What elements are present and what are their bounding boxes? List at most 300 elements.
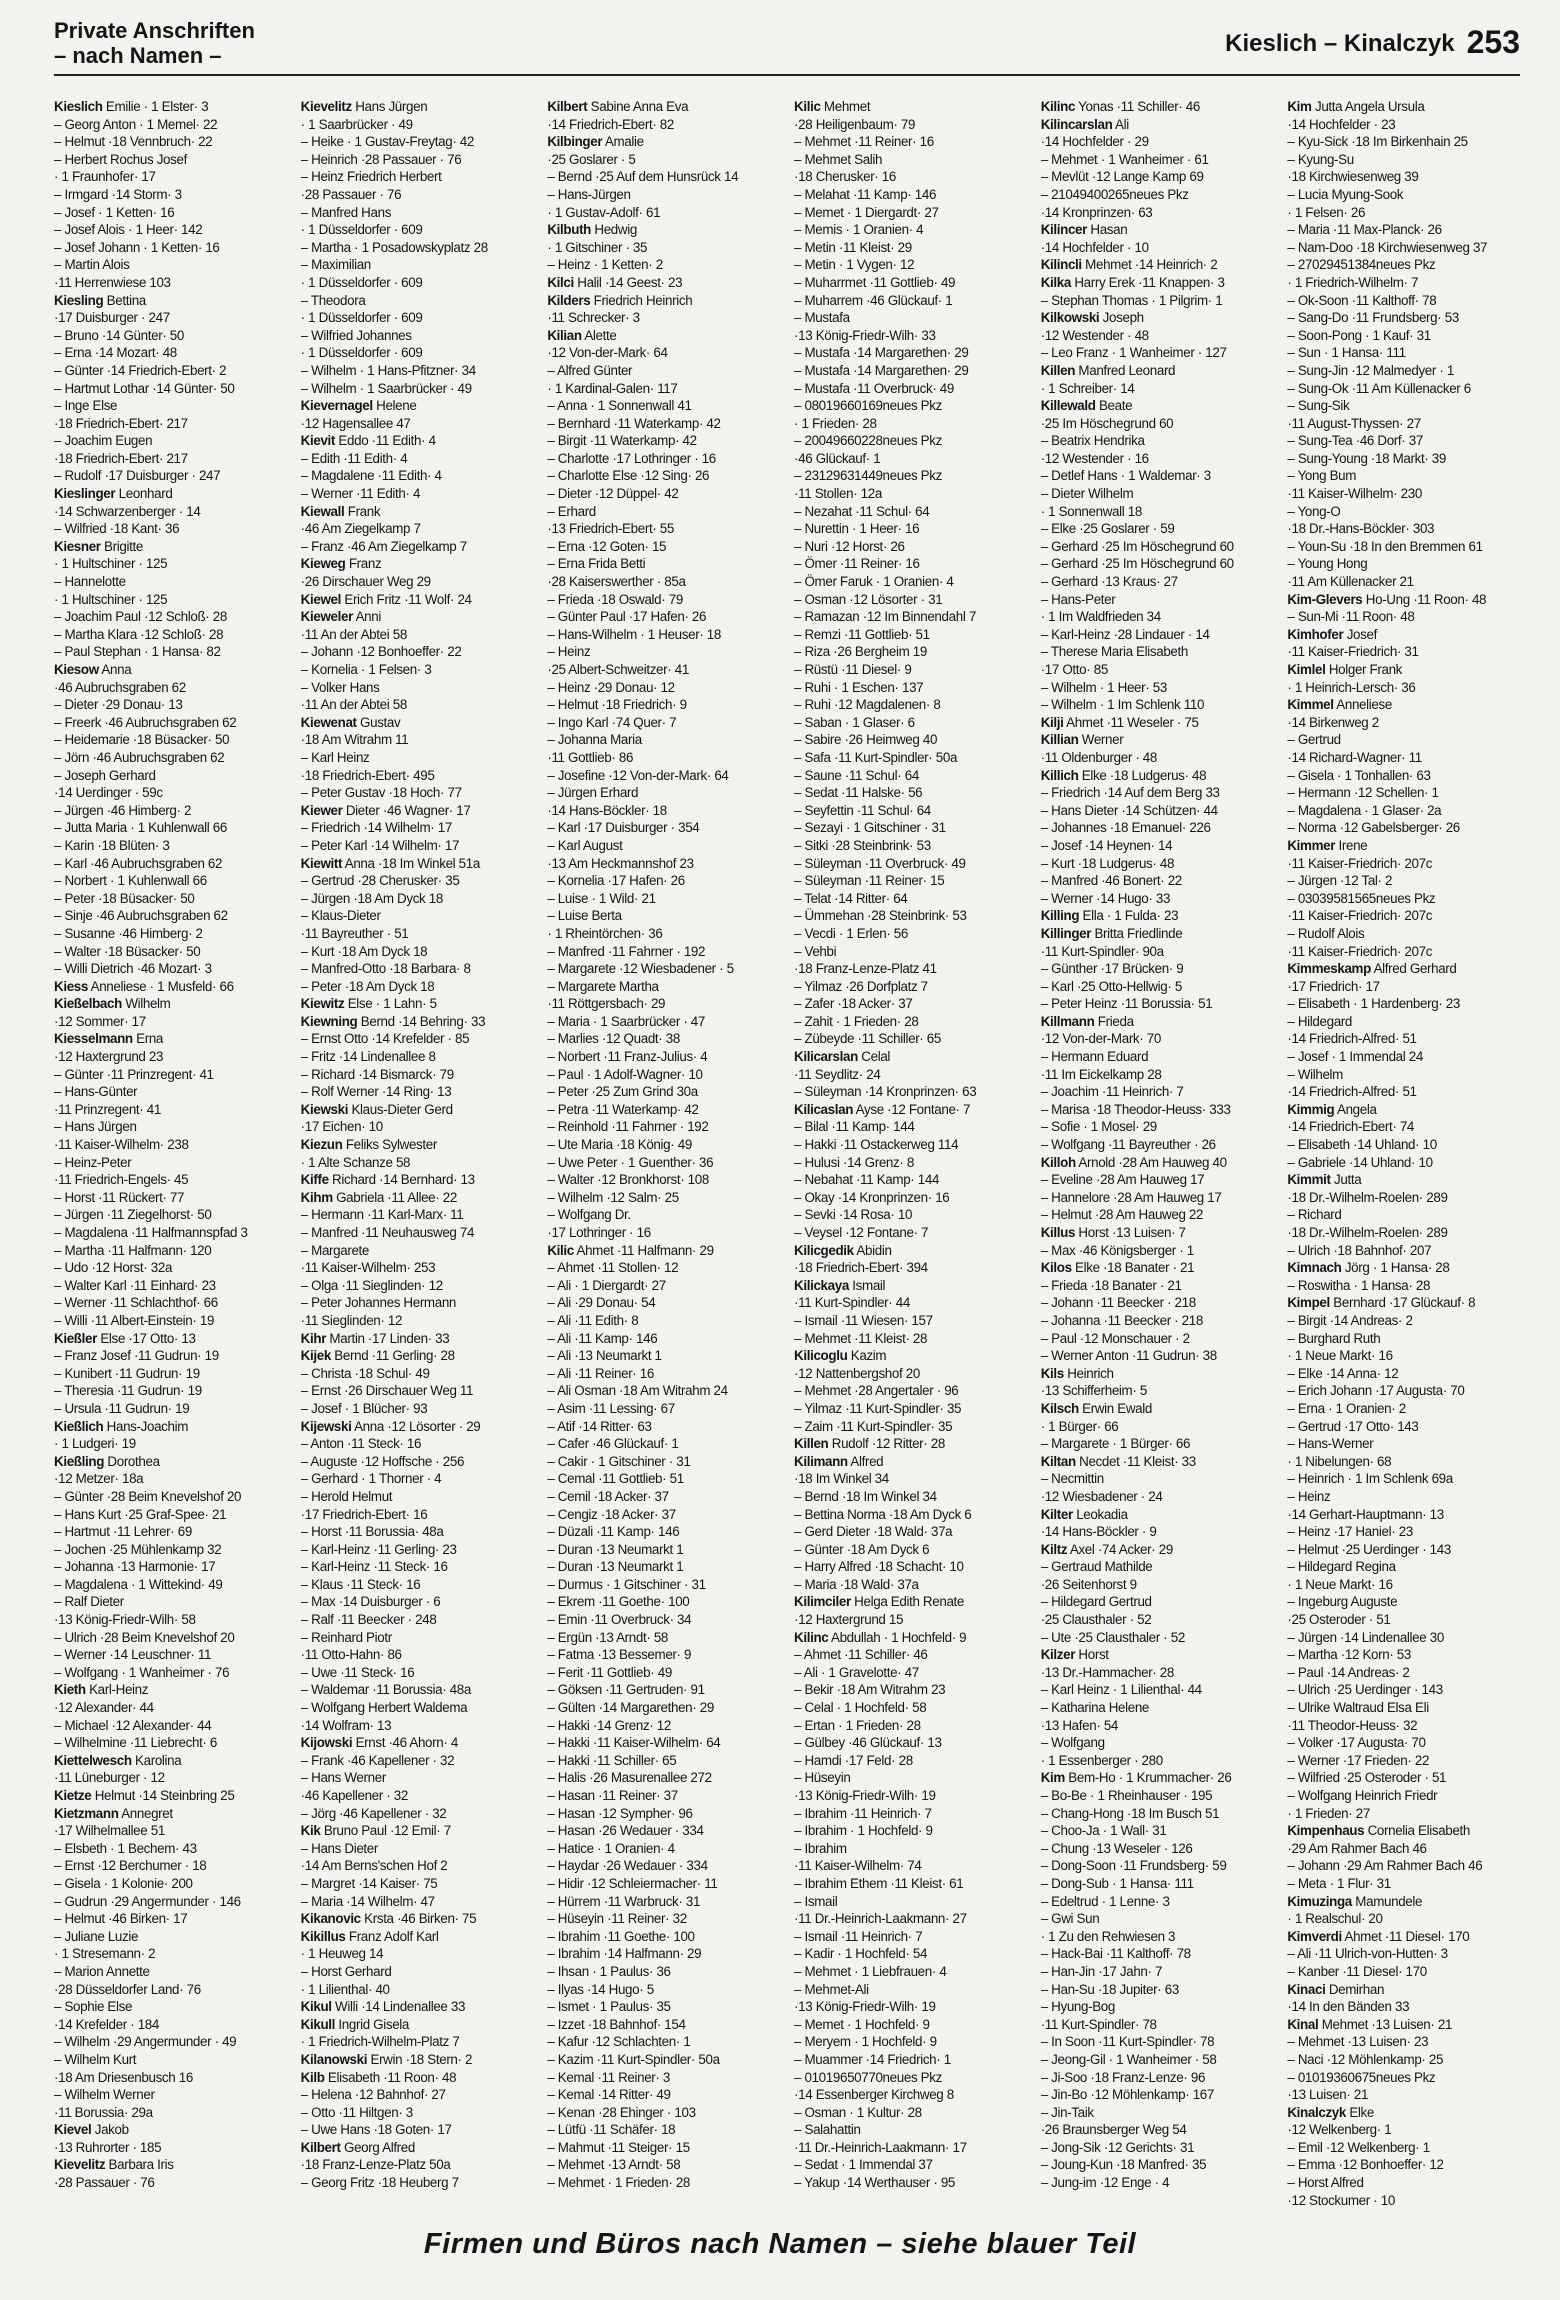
directory-entry: ·11 An der Abtei 58: [300, 697, 407, 713]
directory-column-5: [1041, 98, 1274, 2216]
directory-entry: Kinaci Demirhan: [1287, 1981, 1385, 1997]
directory-entry: – Marisa ·18 Theodor-Heuss· 333: [1040, 1101, 1231, 1117]
directory-entry: – Paul Stephan · 1 Hansa· 82: [54, 644, 221, 660]
directory-entry: ·17 Duisburger · 247: [54, 310, 170, 326]
page-header: [54, 16, 1520, 76]
directory-entry: ·13 König-Friedr-Wilh· 58: [54, 1612, 196, 1628]
directory-entry: – Hulusi ·14 Grenz· 8: [794, 1154, 914, 1170]
directory-entry: Kieth Karl-Heinz: [54, 1682, 149, 1698]
directory-entry: ·11 August-Thyssen· 27: [1287, 415, 1421, 431]
directory-entry: Kimmel Anneliese: [1287, 697, 1392, 713]
directory-entry: – Jürgen ·18 Am Dyck 18: [300, 890, 443, 906]
directory-entry: – Ramazan ·12 Im Binnendahl 7: [794, 609, 976, 625]
directory-entry: ·11 Kaiser-Wilhelm· 230: [1287, 486, 1422, 502]
directory-entry: ·17 Friedrich· 17: [1287, 978, 1380, 994]
directory-entry: – Jin-Bo ·12 Möhlenkamp· 167: [1040, 2087, 1214, 2103]
directory-entry: – Georg Anton · 1 Memel· 22: [54, 116, 218, 132]
directory-entry: – Hartmut Lothar ·14 Günter· 50: [54, 380, 235, 396]
directory-entry: – Volker Hans: [300, 679, 380, 695]
directory-entry: Kilincer Hasan: [1040, 222, 1128, 238]
directory-entry: – Hans Jürgen: [54, 1119, 137, 1135]
directory-entry: – Peter Heinz ·11 Borussia· 51: [1040, 996, 1213, 1012]
directory-entry: ·12 Haxtergrund 15: [794, 1612, 904, 1628]
directory-entry: – Young Hong: [1287, 556, 1368, 572]
directory-entry: ·18 Im Winkel 34: [794, 1471, 889, 1487]
directory-entry: – Ernst ·12 Berchumer · 18: [54, 1858, 207, 1874]
directory-entry: ·17 Friedrich-Ebert· 16: [300, 1506, 428, 1522]
directory-entry: – Ibrahim: [794, 1840, 847, 1856]
directory-entry: – Johann ·11 Beecker · 218: [1040, 1295, 1196, 1311]
directory-entry: – Lucia Myung-Sook: [1287, 186, 1404, 202]
directory-entry: – Ulrich ·28 Beim Knevelshof 20: [54, 1629, 235, 1645]
directory-entry: – Mehmet ·13 Luisen· 23: [1287, 2034, 1429, 2050]
directory-entry: – Helmut ·18 Vennbruch· 22: [54, 134, 213, 150]
directory-entry: Kilic Ahmet ·11 Halfmann· 29: [547, 1242, 714, 1258]
directory-entry: – Marion Annette: [54, 1963, 150, 1979]
directory-entry: · 1 Hultschiner · 125: [54, 556, 168, 572]
directory-entry: – Hans-Günter: [54, 1084, 138, 1100]
directory-entry: – Hüseyin ·11 Reiner· 32: [547, 1911, 687, 1927]
directory-entry: ·14 Birkenweg 2: [1287, 714, 1379, 730]
directory-entry: – Maria ·18 Wald· 37a: [794, 1576, 919, 1592]
directory-entry: – Jutta Maria · 1 Kuhlenwall 66: [54, 820, 227, 836]
directory-entry: Killewald Beate: [1040, 398, 1133, 414]
directory-entry: Kiesow Anna: [54, 662, 132, 677]
directory-entry: – Heinz Friedrich Herbert: [300, 169, 442, 185]
directory-entry: – Safa ·11 Kurt-Spindler· 50a: [794, 749, 958, 765]
directory-entry: – Ahmet ·11 Schiller· 46: [794, 1647, 928, 1663]
directory-entry: – Margarete ·12 Wiesbadener · 5: [547, 961, 734, 977]
directory-entry: – Hans-Werner: [1287, 1436, 1374, 1452]
directory-entry: – Wilhelm Kurt: [54, 2051, 137, 2067]
directory-entry: – Heinz-Peter: [54, 1154, 132, 1170]
directory-entry: ·26 Braunsberger Weg 54: [1040, 2122, 1187, 2138]
directory-entry: Kieslinger Leonhard: [54, 486, 173, 502]
directory-entry: – Saune ·11 Schul· 64: [794, 767, 919, 783]
directory-entry: – Ekrem ·11 Goethe· 100: [547, 1594, 690, 1610]
directory-entry: Kilicaslan Ayse ·12 Fontane· 7: [794, 1101, 971, 1117]
directory-entry: Kik Bruno Paul ·12 Emil· 7: [300, 1823, 451, 1839]
directory-entry: ·28 Passauer · 76: [54, 2175, 155, 2191]
section-title-line1: Private Anschriften: [54, 18, 255, 43]
directory-entry: – Hildegard Gertrud: [1040, 1594, 1152, 1610]
directory-entry: – Helena ·12 Bahnhof· 27: [300, 2087, 446, 2103]
directory-entry: – Zafer ·18 Acker· 37: [794, 996, 913, 1012]
directory-entry: – Margret ·14 Kaiser· 75: [300, 1875, 438, 1891]
directory-entry: Kimuzinga Mamundele: [1287, 1893, 1423, 1909]
directory-entry: – Jürgen ·12 Tal· 2: [1287, 873, 1393, 889]
directory-entry: ·12 Nattenbergshof 20: [794, 1365, 920, 1381]
directory-entry: – Elisabeth ·14 Uhland· 10: [1287, 1137, 1437, 1153]
directory-entry: – Wilhelm: [1287, 1066, 1343, 1082]
directory-entry: · 1 Felsen· 26: [1287, 204, 1366, 220]
directory-entry: – Helmut ·18 Friedrich· 9: [547, 697, 687, 713]
directory-entry: – Reinhold ·11 Fahrner · 192: [547, 1119, 709, 1135]
directory-entry: – Sung-Ok ·11 Am Küllenacker 6: [1287, 380, 1471, 396]
directory-entry: Kimnach Jörg · 1 Hansa· 28: [1287, 1260, 1450, 1276]
directory-entry: – Mehmet Salih: [794, 151, 883, 167]
directory-entry: – Hans-Jürgen: [547, 186, 631, 202]
directory-entry: – Erna ·12 Goten· 15: [547, 538, 667, 554]
directory-entry: ·11 Kaiser-Wilhelm· 238: [54, 1137, 189, 1153]
directory-entry: – Emma ·12 Bonhoeffer· 12: [1287, 2157, 1444, 2173]
directory-entry: – Fritz ·14 Lindenallee 8: [300, 1049, 436, 1065]
directory-entry: – Manfred-Otto ·18 Barbara· 8: [300, 961, 471, 977]
directory-entry: Kiewer Dieter ·46 Wagner· 17: [300, 802, 471, 818]
directory-entry: ·14 Hans-Böckler· 18: [547, 802, 667, 818]
directory-entry: ·18 Am Witrahm 11: [300, 732, 409, 748]
directory-entry: ·18 Cherusker· 16: [794, 169, 896, 185]
directory-entry: – Mustafa ·14 Margarethen· 29: [794, 345, 969, 361]
directory-entry: ·29 Am Rahmer Bach 46: [1287, 1840, 1427, 1856]
directory-entry: – Sung-Sik: [1287, 398, 1350, 414]
directory-entry: – Hasan ·26 Wedauer · 334: [547, 1823, 704, 1839]
directory-entry: – Gwi Sun: [1040, 1911, 1100, 1927]
directory-entry: – Walter ·18 Büsacker· 50: [54, 943, 201, 959]
directory-entry: – Martha ·12 Korn· 53: [1287, 1647, 1412, 1663]
directory-entry: Kijewski Anna ·12 Lösorter · 29: [300, 1418, 481, 1434]
directory-entry: – Gerhard ·25 Im Höschegrund 60: [1040, 556, 1234, 572]
directory-entry: ·11 Friedrich-Engels· 45: [54, 1172, 189, 1188]
directory-entry: – Friedrich ·14 Auf dem Berg 33: [1040, 785, 1220, 801]
directory-entry: – Ute Maria ·18 König· 49: [547, 1137, 692, 1153]
directory-entry: – Sun-Mi ·11 Roon· 48: [1287, 609, 1415, 625]
directory-entry: ·13 König-Friedr-Wilh· 19: [794, 1788, 936, 1803]
directory-entry: ·14 Essenberger Kirchweg 8: [794, 2087, 954, 2103]
directory-entry: – Meryem · 1 Hochfeld· 9: [794, 2034, 937, 2050]
directory-entry: – Peter Johannes Hermann: [300, 1295, 457, 1311]
directory-entry: ·11 Kurt-Spindler· 44: [794, 1295, 910, 1311]
directory-entry: – Nuri ·12 Horst· 26: [794, 538, 905, 554]
section-title: [54, 18, 255, 68]
directory-entry: – In Soon ·11 Kurt-Spindler· 78: [1040, 2034, 1215, 2050]
directory-entry: – Choo-Ja · 1 Wall· 31: [1040, 1823, 1167, 1839]
directory-entry: – Ruhi · 1 Eschen· 137: [794, 679, 924, 695]
directory-entry: – Metin · 1 Vygen· 12: [794, 257, 915, 273]
directory-entry: ·12 Von-der-Mark· 64: [547, 345, 668, 361]
directory-entry: – Sophie Else: [54, 1999, 133, 2015]
directory-entry: – Ingo Karl ·74 Quer· 7: [547, 714, 677, 730]
directory-entry: – Horst ·11 Rückert· 77: [54, 1189, 185, 1205]
directory-entry: Kievelitz Barbara Iris: [54, 2157, 174, 2173]
directory-entry: – Yakup ·14 Werthauser · 95: [794, 2175, 956, 2191]
directory-entry: – Sung-Tea ·46 Dorf· 37: [1287, 433, 1423, 449]
directory-entry: Kilicarslan Celal: [794, 1049, 891, 1065]
directory-entry: Kimlel Holger Frank: [1287, 662, 1403, 677]
directory-entry: · 1 Friedrich-Wilhelm-Platz 7: [300, 2034, 460, 2050]
directory-entry: – Cemal ·11 Gottlieb· 51: [547, 1471, 684, 1487]
directory-entry: – Remzi ·11 Gottlieb· 51: [794, 626, 930, 642]
directory-entry: – Ali ·29 Donau· 54: [547, 1295, 656, 1311]
directory-entry: ·14 Hochfelder · 10: [1040, 239, 1149, 255]
directory-entry: – Muharrmet ·11 Gottlieb· 49: [794, 274, 956, 290]
directory-entry: – Heinz: [1287, 1488, 1331, 1504]
directory-entry: – Hans Kurt ·25 Graf-Spee· 21: [54, 1506, 227, 1522]
directory-entry: – Nezahat ·11 Schul· 64: [794, 503, 930, 519]
directory-entry: Kim Jutta Angela Ursula: [1287, 99, 1425, 114]
section-title-line2: – nach Namen –: [54, 43, 222, 68]
directory-entry: · 1 Friedrich-Wilhelm· 7: [1287, 274, 1419, 290]
name-range-label: Kieslich – Kinalczyk: [1225, 30, 1455, 57]
directory-entry: Kikull Ingrid Gisela: [300, 2016, 410, 2032]
directory-entry: – Ömer Faruk · 1 Oranien· 4: [794, 574, 954, 590]
directory-entry: ·13 Ruhrorter · 185: [54, 2139, 162, 2155]
directory-entry: – Theodora: [300, 292, 366, 308]
directory-entry: ·12 Welkenberg· 1: [1287, 2122, 1392, 2138]
directory-entry: – Zübeyde ·11 Schiller· 65: [794, 1031, 941, 1047]
directory-entry: – Ali ·11 Edith· 8: [547, 1312, 639, 1328]
directory-entry: – Paul ·12 Monschauer · 2: [1040, 1330, 1190, 1346]
directory-entry: – Charlotte ·17 Lothringer · 16: [547, 450, 716, 466]
directory-entry: ·13 Luisen· 21: [1287, 2087, 1369, 2103]
directory-entry: ·18 Friedrich-Ebert· 495: [300, 767, 435, 783]
directory-entry: – Soon-Pong · 1 Kauf· 31: [1287, 327, 1431, 343]
directory-entry: – Werner ·17 Frieden· 22: [1287, 1752, 1430, 1768]
directory-entry: ·14 In den Bänden 33: [1287, 1999, 1410, 2015]
directory-entry: – Margarete Martha: [547, 978, 659, 994]
directory-entry: – Dieter Wilhelm: [1040, 486, 1134, 502]
directory-entry: – Peter ·18 Büsacker· 50: [54, 890, 195, 906]
directory-entry: – Bo-Be · 1 Rheinhauser · 195: [1040, 1788, 1213, 1803]
directory-entry: ·14 Kronprinzen· 63: [1040, 204, 1153, 220]
directory-entry: Kilincli Mehmet ·14 Heinrich· 2: [1040, 257, 1218, 273]
directory-entry: Kim-Glevers Ho-Ung ·11 Roon· 48: [1287, 591, 1487, 607]
directory-entry: – Hakki ·11 Ostackerweg 114: [794, 1137, 959, 1153]
directory-entry: – Gülten ·14 Margarethen· 29: [547, 1700, 714, 1716]
directory-entry: – Ömer ·11 Reiner· 16: [794, 556, 920, 572]
directory-entry: – Josef Alois · 1 Heer· 142: [54, 222, 203, 238]
directory-entry: – Günter ·28 Beim Knevelshof 20: [54, 1488, 242, 1504]
directory-entry: – Norbert ·11 Franz-Julius· 4: [547, 1049, 708, 1065]
directory-entry: – Magdalena · 1 Wittekind· 49: [54, 1576, 223, 1592]
directory-entry: – Ernst Otto ·14 Krefelder · 85: [300, 1031, 470, 1047]
directory-entry: – Ali · 1 Gravelotte· 47: [794, 1664, 919, 1680]
directory-entry: – Freerk ·46 Aubruchsgraben 62: [54, 714, 237, 730]
directory-columns: [54, 98, 1520, 2216]
directory-entry: Kikillus Franz Adolf Karl: [300, 1928, 439, 1944]
directory-entry: – Ismet · 1 Paulus· 35: [547, 1999, 671, 2015]
directory-entry: ·12 Westender · 48: [1040, 327, 1149, 343]
directory-entry: Kietze Helmut ·14 Steinbring 25: [54, 1788, 235, 1803]
directory-entry: Kiezun Feliks Sylwester: [300, 1137, 437, 1153]
directory-entry: Kim Bem-Ho · 1 Krummacher· 26: [1040, 1770, 1232, 1786]
directory-entry: – Walter ·12 Bronkhorst· 108: [547, 1172, 709, 1188]
directory-entry: – Sedat ·11 Halske· 56: [794, 785, 923, 801]
directory-entry: Kiesner Brigitte: [54, 538, 143, 554]
directory-entry: Kieslich Emilie · 1 Elster· 3: [54, 99, 209, 114]
directory-entry: – Martha Klara ·12 Schloß· 28: [54, 626, 224, 642]
directory-entry: – Kornelia · 1 Felsen· 3: [300, 662, 432, 677]
directory-entry: ·11 Am Küllenacker 21: [1287, 574, 1414, 590]
directory-entry: · 1 Hultschiner · 125: [54, 591, 168, 607]
directory-entry: – Udo ·12 Horst· 32a: [54, 1260, 173, 1276]
directory-entry: – Han-Jin ·17 Jahn· 7: [1040, 1963, 1163, 1979]
directory-entry: – Joachim Paul ·12 Schloß· 28: [54, 609, 227, 625]
directory-entry: – Mustafa ·14 Margarethen· 29: [794, 362, 969, 378]
directory-entry: – Sabire ·26 Heimweg 40: [794, 732, 938, 748]
directory-entry: ·14 Uerdinger · 59c: [54, 785, 163, 801]
directory-entry: – Hatice · 1 Oranien· 4: [547, 1840, 675, 1856]
directory-entry: – Süleyman ·11 Reiner· 15: [794, 873, 945, 889]
directory-entry: – Werner ·14 Hugo· 33: [1040, 890, 1171, 906]
directory-entry: ·11 Schrecker· 3: [547, 310, 640, 326]
directory-entry: ·11 Borussia· 29a: [54, 2104, 153, 2120]
directory-entry: – Hamdi ·17 Feld· 28: [794, 1752, 913, 1768]
directory-entry: – Karl-Heinz ·28 Lindauer · 14: [1040, 626, 1210, 642]
directory-entry: – 01019650770neues Pkz: [794, 2069, 942, 2085]
directory-entry: – Bernhard ·11 Waterkamp· 42: [547, 415, 721, 431]
directory-entry: – Josef · 1 Blücher· 93: [300, 1400, 428, 1416]
directory-entry: – Haydar ·26 Wedauer · 334: [547, 1858, 708, 1874]
directory-entry: – Karl-Heinz ·11 Gerling· 23: [300, 1541, 457, 1557]
directory-entry: – Horst Gerhard: [300, 1963, 392, 1979]
directory-entry: – Manfred ·11 Neuhausweg 74: [300, 1225, 475, 1240]
directory-entry: ·46 Kapellener · 32: [300, 1788, 408, 1803]
directory-entry: · 1 Frieden· 27: [1287, 1805, 1370, 1821]
directory-entry: – Sung-Young ·18 Markt· 39: [1287, 450, 1446, 466]
directory-entry: Killus Horst ·13 Luisen· 7: [1040, 1225, 1186, 1240]
directory-entry: – Franz Josef ·11 Gudrun· 19: [54, 1348, 219, 1364]
directory-entry: ·17 Wilhelmallee 51: [54, 1823, 165, 1839]
directory-entry: – Heike · 1 Gustav-Freytag· 42: [300, 134, 474, 150]
directory-entry: – Jung-im ·12 Enge · 4: [1040, 2175, 1170, 2191]
directory-entry: – Ibrahim ·11 Heinrich· 7: [794, 1805, 932, 1821]
directory-entry: – Volker ·17 Augusta· 70: [1287, 1735, 1426, 1751]
directory-entry: ·11 Prinzregent· 41: [54, 1101, 161, 1117]
directory-entry: – Georg Fritz ·18 Heuberg 7: [300, 2175, 459, 2191]
directory-entry: Kievernagel Helene: [300, 398, 417, 414]
directory-column-6: [1287, 98, 1520, 2216]
directory-entry: – Katharina Helene: [1040, 1700, 1150, 1716]
directory-entry: – Horst ·11 Borussia· 48a: [300, 1524, 444, 1540]
directory-entry: ·12 Westender · 16: [1040, 450, 1149, 466]
directory-entry: – Heidemarie ·18 Büsacker· 50: [54, 732, 230, 748]
directory-entry: – Kyu-Sick ·18 Im Birkenhain 25: [1287, 134, 1468, 150]
directory-entry: – Hans Werner: [300, 1770, 386, 1786]
directory-entry: · 1 Nibelungen· 68: [1287, 1453, 1392, 1469]
directory-entry: – Harry Alfred ·18 Schacht· 10: [794, 1559, 964, 1575]
directory-entry: Kinalczyk Elke: [1287, 2104, 1375, 2120]
directory-entry: – Gerhard ·13 Kraus· 27: [1040, 574, 1178, 590]
directory-entry: – Alfred Günter: [547, 362, 633, 378]
directory-entry: – Frank ·46 Kapellener · 32: [300, 1752, 455, 1768]
directory-entry: – Gertrud ·17 Otto· 143: [1287, 1418, 1419, 1434]
directory-entry: Kilinc Yonas ·11 Schiller· 46: [1040, 99, 1200, 114]
directory-entry: – Mevlüt ·12 Lange Kamp 69: [1040, 169, 1204, 185]
directory-entry: ·11 Herrenwiese 103: [54, 274, 171, 290]
directory-entry: – Ruhi ·12 Magdalenen· 8: [794, 697, 941, 713]
directory-entry: – Ibrahim ·14 Halfmann· 29: [547, 1946, 702, 1962]
directory-entry: ·11 Stollen· 12a: [794, 486, 882, 502]
directory-entry: Kievit Eddo ·11 Edith· 4: [300, 433, 436, 449]
directory-entry: – Uwe Hans ·18 Goten· 17: [300, 2122, 452, 2138]
directory-entry: – Stephan Thomas · 1 Pilgrim· 1: [1040, 292, 1223, 308]
directory-entry: ·11 Im Eickelkamp 28: [1040, 1066, 1162, 1082]
directory-entry: – Jeong-Gil · 1 Wanheimer · 58: [1040, 2051, 1217, 2067]
directory-entry: Kilders Friedrich Heinrich: [547, 292, 693, 308]
directory-entry: – Karin ·18 Blüten· 3: [54, 837, 170, 853]
directory-entry: ·12 Metzer· 18a: [54, 1471, 144, 1487]
directory-entry: – Theresia ·11 Gudrun· 19: [54, 1383, 202, 1399]
directory-entry: Kilka Harry Erek ·11 Knappen· 3: [1040, 274, 1225, 290]
directory-entry: – 20049660228neues Pkz: [794, 433, 942, 449]
directory-entry: – Elisabeth · 1 Hardenberg· 23: [1287, 996, 1460, 1012]
directory-entry: Kieweg Franz: [300, 556, 382, 572]
directory-entry: – Heinz · 1 Ketten· 2: [547, 257, 663, 273]
directory-entry: – Elke ·14 Anna· 12: [1287, 1365, 1399, 1381]
page-number: 253: [1466, 24, 1520, 60]
directory-entry: Kilimann Alfred: [794, 1453, 884, 1469]
directory-entry: – Irmgard ·14 Storm· 3: [54, 186, 182, 202]
directory-entry: – Inge Else: [54, 398, 118, 414]
directory-entry: – Karl ·25 Otto-Hellwig· 5: [1040, 978, 1182, 994]
directory-entry: · 1 Lilienthal· 40: [300, 1981, 390, 1997]
directory-entry: – Wilhelmine ·11 Liebrecht· 6: [54, 1735, 218, 1751]
directory-entry: · 1 Saarbrücker · 49: [300, 116, 413, 132]
directory-entry: – Johanna ·13 Harmonie· 17: [54, 1559, 216, 1575]
directory-entry: – Sang-Do ·11 Frundsberg· 53: [1287, 310, 1459, 326]
directory-entry: – Jürgen Erhard: [547, 785, 639, 801]
directory-entry: – Wolfgang Heinrich Friedr: [1287, 1788, 1438, 1803]
directory-entry: – Osman ·12 Lösorter · 31: [794, 591, 943, 607]
directory-entry: – Karl ·17 Duisburger · 354: [547, 820, 700, 836]
directory-entry: ·25 Im Höschegrund 60: [1040, 415, 1174, 431]
directory-entry: – Emil ·12 Welkenberg· 1: [1287, 2139, 1430, 2155]
directory-entry: – Uwe Peter · 1 Guenther· 36: [547, 1154, 714, 1170]
directory-entry: – Hermann ·11 Karl-Marx· 11: [300, 1207, 464, 1223]
directory-entry: · 1 Düsseldorfer · 609: [300, 310, 423, 326]
directory-entry: – Paul ·14 Andreas· 2: [1287, 1664, 1410, 1680]
directory-entry: – Wilfried Johannes: [300, 327, 412, 343]
directory-entry: ·11 Lüneburger · 12: [54, 1770, 165, 1786]
directory-entry: – Peter ·25 Zum Grind 30a: [547, 1084, 698, 1100]
directory-entry: – Heinz ·29 Donau· 12: [547, 679, 675, 695]
directory-entry: – Magdalena ·11 Halfmannspfad 3: [54, 1225, 248, 1240]
directory-entry: – Hans-Wilhelm · 1 Heuser· 18: [547, 626, 722, 642]
directory-entry: ·17 Eichen· 10: [300, 1119, 383, 1135]
directory-entry: Kiewenat Gustav: [300, 714, 401, 730]
directory-entry: – Mustafa: [794, 310, 850, 326]
directory-entry: – Kenan ·28 Ehinger · 103: [547, 2104, 696, 2120]
directory-entry: – Magdalene ·11 Edith· 4: [300, 468, 442, 484]
directory-entry: – Günter Paul ·17 Hafen· 26: [547, 609, 707, 625]
directory-entry: – Uwe ·11 Steck· 16: [300, 1664, 415, 1680]
directory-entry: – Gudrun ·29 Angermunder · 146: [54, 1893, 241, 1909]
directory-entry: – Therese Maria Elisabeth: [1040, 644, 1188, 660]
directory-entry: Kilter Leokadia: [1040, 1506, 1128, 1522]
directory-entry: – Karl August: [547, 837, 623, 853]
directory-entry: – Sun · 1 Hansa· 111: [1287, 345, 1406, 361]
directory-entry: – Atif ·14 Ritter· 63: [547, 1418, 652, 1434]
directory-entry: – Sinje ·46 Aubruchsgraben 62: [54, 908, 228, 924]
directory-entry: – Johann ·29 Am Rahmer Bach 46: [1287, 1858, 1483, 1874]
directory-entry: – Edith ·11 Edith· 4: [300, 450, 408, 466]
directory-entry: – Hyung-Bog: [1040, 1999, 1115, 2015]
directory-entry: – Martha ·11 Halfmann· 120: [54, 1242, 212, 1258]
directory-entry: – Karl-Heinz ·11 Steck· 16: [300, 1559, 448, 1575]
directory-entry: – Nurettin · 1 Heer· 16: [794, 521, 920, 537]
directory-entry: – Heinz ·17 Haniel· 23: [1287, 1524, 1413, 1540]
directory-entry: · 1 Neue Markt· 16: [1287, 1576, 1393, 1592]
directory-entry: – Waldemar ·11 Borussia· 48a: [300, 1682, 471, 1698]
directory-entry: – Kurt ·18 Ludgerus· 48: [1040, 855, 1175, 871]
directory-entry: Kimverdi Ahmet ·11 Diesel· 170: [1287, 1928, 1470, 1944]
directory-entry: Kilimciler Helga Edith Renate: [794, 1594, 965, 1610]
directory-entry: – Halis ·26 Masurenallee 272: [547, 1770, 712, 1786]
directory-entry: – Ralf Dieter: [54, 1594, 124, 1610]
directory-entry: – Walter Karl ·11 Einhard· 23: [54, 1277, 216, 1293]
directory-entry: – Hakki ·11 Kaiser-Wilhelm· 64: [547, 1735, 721, 1751]
